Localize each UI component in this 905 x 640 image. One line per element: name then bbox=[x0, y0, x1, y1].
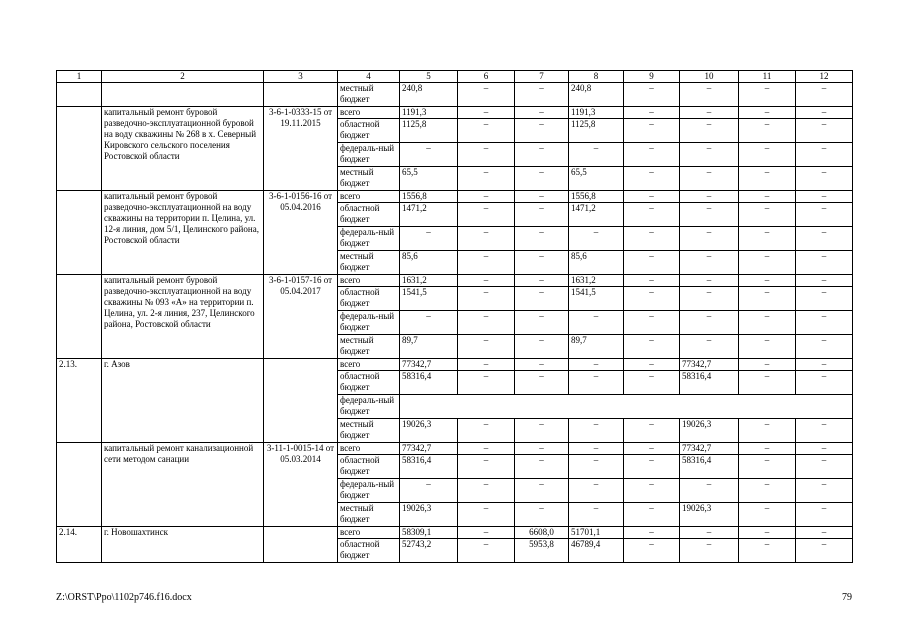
section-number: 2.14. bbox=[57, 527, 102, 563]
dash-cell: – bbox=[796, 227, 853, 251]
dash-cell: – bbox=[796, 419, 853, 443]
dash-cell: – bbox=[624, 83, 680, 107]
object-doc: 3-11-1-0015-14 от 05.03.2014 bbox=[264, 443, 338, 527]
value-cell: 46789,4 bbox=[569, 539, 624, 563]
dash-cell: – bbox=[739, 83, 796, 107]
dash-cell: – bbox=[624, 443, 680, 455]
funding-source-label: всего bbox=[338, 191, 400, 203]
table-row bbox=[57, 191, 853, 203]
object-doc: 3-6-1-0333-15 от 19.11.2015 bbox=[264, 107, 338, 191]
dash-cell: – bbox=[739, 539, 796, 563]
dash-cell: – bbox=[796, 83, 853, 107]
dash-cell: – bbox=[796, 275, 853, 287]
value-cell: 1556,8 bbox=[400, 191, 458, 203]
value-cell: 89,7 bbox=[400, 335, 458, 359]
dash-cell: – bbox=[515, 419, 569, 443]
table-row bbox=[57, 83, 853, 107]
object-name: капитальный ремонт буровой разведочно-эксплуатационной на воду скважины на территории п. Целина, ул. 12-я линия, дом 5/1, Целинского района, Ростовской области bbox=[102, 191, 264, 275]
dash-cell: – bbox=[624, 167, 680, 191]
col-header: 6 bbox=[458, 71, 515, 83]
dash-cell: – bbox=[796, 143, 853, 167]
dash-cell: – bbox=[739, 119, 796, 143]
dash-cell: – bbox=[515, 503, 569, 527]
dash-cell: – bbox=[458, 143, 515, 167]
dash-cell: – bbox=[458, 107, 515, 119]
value-cell: 19026,3 bbox=[680, 503, 739, 527]
funding-source-label: всего bbox=[338, 527, 400, 539]
dash-cell: – bbox=[400, 143, 458, 167]
section-name: г. Новошахтинск bbox=[102, 527, 264, 563]
dash-cell: – bbox=[515, 275, 569, 287]
dash-cell: – bbox=[458, 167, 515, 191]
section-name: г. Азов bbox=[102, 359, 264, 443]
value-cell: 58309,1 bbox=[400, 527, 458, 539]
dash-cell: – bbox=[680, 143, 739, 167]
col-header: 12 bbox=[796, 71, 853, 83]
col-header: 5 bbox=[400, 71, 458, 83]
col-header: 8 bbox=[569, 71, 624, 83]
dash-cell: – bbox=[796, 455, 853, 479]
funding-source-label: местный бюджет bbox=[338, 167, 400, 191]
dash-cell: – bbox=[458, 527, 515, 539]
dash-cell: – bbox=[458, 251, 515, 275]
dash-cell: – bbox=[680, 191, 739, 203]
value-cell: 77342,7 bbox=[680, 359, 739, 371]
table-row bbox=[57, 359, 853, 371]
dash-cell: – bbox=[739, 419, 796, 443]
dash-cell: – bbox=[624, 107, 680, 119]
dash-cell: – bbox=[624, 359, 680, 371]
funding-source-label: федераль-ный бюджет bbox=[338, 479, 400, 503]
value-cell: 1541,5 bbox=[569, 287, 624, 311]
col-header: 10 bbox=[680, 71, 739, 83]
dash-cell: – bbox=[739, 335, 796, 359]
dash-cell: – bbox=[739, 359, 796, 371]
dash-cell: – bbox=[569, 359, 624, 371]
funding-source-label: местный бюджет bbox=[338, 83, 400, 107]
dash-cell: – bbox=[796, 203, 853, 227]
value-cell: 58316,4 bbox=[400, 371, 458, 395]
funding-source-label: местный бюджет bbox=[338, 335, 400, 359]
value-cell: 1631,2 bbox=[400, 275, 458, 287]
dash-cell: – bbox=[739, 191, 796, 203]
value-cell: 240,8 bbox=[400, 83, 458, 107]
dash-cell: – bbox=[624, 311, 680, 335]
dash-cell: – bbox=[458, 335, 515, 359]
funding-source-label: федераль-ный бюджет bbox=[338, 311, 400, 335]
dash-cell: – bbox=[739, 275, 796, 287]
dash-cell: – bbox=[458, 311, 515, 335]
value-cell: 6608,0 bbox=[515, 527, 569, 539]
funding-source-label: областной бюджет bbox=[338, 371, 400, 395]
value-cell: 19026,3 bbox=[680, 419, 739, 443]
col-header: 3 bbox=[264, 71, 338, 83]
dash-cell: – bbox=[515, 143, 569, 167]
col-header: 11 bbox=[739, 71, 796, 83]
value-cell: 1125,8 bbox=[569, 119, 624, 143]
col-header: 7 bbox=[515, 71, 569, 83]
dash-cell: – bbox=[515, 167, 569, 191]
col-header: 9 bbox=[624, 71, 680, 83]
funding-source-label: местный бюджет bbox=[338, 251, 400, 275]
dash-cell: – bbox=[739, 251, 796, 275]
col-header: 4 bbox=[338, 71, 400, 83]
dash-cell: – bbox=[458, 419, 515, 443]
dash-cell: – bbox=[624, 275, 680, 287]
dash-cell: – bbox=[515, 359, 569, 371]
dash-cell: – bbox=[680, 251, 739, 275]
dash-cell: – bbox=[458, 443, 515, 455]
dash-cell: – bbox=[569, 143, 624, 167]
dash-cell: – bbox=[569, 479, 624, 503]
dash-cell: – bbox=[739, 311, 796, 335]
dash-cell: – bbox=[680, 479, 739, 503]
dash-cell: – bbox=[515, 371, 569, 395]
dash-cell: – bbox=[796, 287, 853, 311]
dash-cell: – bbox=[515, 311, 569, 335]
value-cell: 52743,2 bbox=[400, 539, 458, 563]
dash-cell: – bbox=[624, 455, 680, 479]
dash-cell: – bbox=[515, 455, 569, 479]
object-name: капитальный ремонт канализационной сети методом санации bbox=[102, 443, 264, 527]
dash-cell: – bbox=[739, 203, 796, 227]
dash-cell: – bbox=[569, 371, 624, 395]
dash-cell: – bbox=[624, 419, 680, 443]
dash-cell: – bbox=[739, 107, 796, 119]
dash-cell: – bbox=[796, 191, 853, 203]
funding-source-label: федераль-ный бюджет bbox=[338, 227, 400, 251]
dash-cell: – bbox=[624, 335, 680, 359]
dash-cell: – bbox=[680, 107, 739, 119]
empty-merged-cell bbox=[400, 395, 853, 419]
table-row bbox=[57, 527, 853, 539]
funding-source-label: федераль-ный бюджет bbox=[338, 143, 400, 167]
dash-cell: – bbox=[515, 227, 569, 251]
funding-source-label: областной бюджет bbox=[338, 539, 400, 563]
dash-cell: – bbox=[680, 539, 739, 563]
dash-cell: – bbox=[796, 443, 853, 455]
dash-cell: – bbox=[515, 119, 569, 143]
dash-cell: – bbox=[624, 371, 680, 395]
value-cell: 65,5 bbox=[400, 167, 458, 191]
dash-cell: – bbox=[458, 203, 515, 227]
dash-cell: – bbox=[624, 287, 680, 311]
value-cell: 1631,2 bbox=[569, 275, 624, 287]
dash-cell: – bbox=[796, 503, 853, 527]
dash-cell: – bbox=[624, 479, 680, 503]
table-row bbox=[57, 107, 853, 119]
value-cell: 77342,7 bbox=[680, 443, 739, 455]
dash-cell: – bbox=[458, 539, 515, 563]
dash-cell: – bbox=[680, 287, 739, 311]
object-name: капитальный ремонт буровой разведочно-эксплуатационной буровой на воду скважины № 268 в х. Северный Кировского сельского поселения Ростовской области bbox=[102, 107, 264, 191]
dash-cell: – bbox=[796, 119, 853, 143]
dash-cell: – bbox=[569, 455, 624, 479]
dash-cell: – bbox=[680, 311, 739, 335]
dash-cell: – bbox=[515, 479, 569, 503]
value-cell: 85,6 bbox=[569, 251, 624, 275]
page-number: 79 bbox=[842, 592, 852, 603]
dash-cell: – bbox=[624, 203, 680, 227]
value-cell: 1125,8 bbox=[400, 119, 458, 143]
dash-cell: – bbox=[739, 371, 796, 395]
value-cell: 89,7 bbox=[569, 335, 624, 359]
dash-cell: – bbox=[458, 287, 515, 311]
funding-source-label: областной бюджет bbox=[338, 287, 400, 311]
dash-cell: – bbox=[624, 527, 680, 539]
dash-cell: – bbox=[739, 455, 796, 479]
col-header: 1 bbox=[57, 71, 102, 83]
dash-cell: – bbox=[680, 119, 739, 143]
dash-cell: – bbox=[515, 251, 569, 275]
dash-cell: – bbox=[680, 335, 739, 359]
dash-cell: – bbox=[739, 143, 796, 167]
funding-source-label: областной бюджет bbox=[338, 119, 400, 143]
dash-cell: – bbox=[624, 251, 680, 275]
funding-source-label: областной бюджет bbox=[338, 203, 400, 227]
value-cell: 19026,3 bbox=[400, 419, 458, 443]
dash-cell: – bbox=[796, 311, 853, 335]
dash-cell: – bbox=[515, 203, 569, 227]
col-header: 2 bbox=[102, 71, 264, 83]
dash-cell: – bbox=[796, 371, 853, 395]
value-cell: 65,5 bbox=[569, 167, 624, 191]
dash-cell: – bbox=[458, 359, 515, 371]
dash-cell: – bbox=[739, 479, 796, 503]
dash-cell: – bbox=[624, 143, 680, 167]
dash-cell: – bbox=[458, 83, 515, 107]
dash-cell: – bbox=[624, 539, 680, 563]
value-cell: 1191,3 bbox=[400, 107, 458, 119]
value-cell: 1471,2 bbox=[569, 203, 624, 227]
funding-source-label: всего bbox=[338, 275, 400, 287]
object-name: капитальный ремонт буровой разведочно-эксплуатационной на воду скважины № 093 «А» на территории п. Целина, ул. 2-я линия, 237, Целинского района, Ростовской области bbox=[102, 275, 264, 359]
dash-cell: – bbox=[400, 479, 458, 503]
object-doc: 3-6-1-0157-16 от 05.04.2017 bbox=[264, 275, 338, 359]
funding-source-label: областной бюджет bbox=[338, 455, 400, 479]
dash-cell: – bbox=[739, 527, 796, 539]
dash-cell: – bbox=[739, 503, 796, 527]
dash-cell: – bbox=[515, 287, 569, 311]
value-cell: 58316,4 bbox=[680, 371, 739, 395]
funding-source-label: федераль-ный бюджет bbox=[338, 395, 400, 419]
dash-cell: – bbox=[400, 227, 458, 251]
dash-cell: – bbox=[458, 275, 515, 287]
table-row bbox=[57, 275, 853, 287]
value-cell: 85,6 bbox=[400, 251, 458, 275]
dash-cell: – bbox=[680, 227, 739, 251]
dash-cell: – bbox=[796, 479, 853, 503]
value-cell: 77342,7 bbox=[400, 443, 458, 455]
dash-cell: – bbox=[739, 287, 796, 311]
funding-source-label: всего bbox=[338, 443, 400, 455]
dash-cell: – bbox=[515, 83, 569, 107]
footer-file-path: Z:\ORST\Ppo\1102p746.f16.docx bbox=[56, 592, 192, 603]
funding-source-label: всего bbox=[338, 359, 400, 371]
value-cell: 1541,5 bbox=[400, 287, 458, 311]
dash-cell: – bbox=[458, 227, 515, 251]
table-row bbox=[57, 443, 853, 455]
dash-cell: – bbox=[796, 539, 853, 563]
dash-cell: – bbox=[569, 419, 624, 443]
value-cell: 5953,8 bbox=[515, 539, 569, 563]
dash-cell: – bbox=[515, 191, 569, 203]
section-number: 2.13. bbox=[57, 359, 102, 443]
dash-cell: – bbox=[680, 203, 739, 227]
dash-cell: – bbox=[458, 371, 515, 395]
value-cell: 1471,2 bbox=[400, 203, 458, 227]
dash-cell: – bbox=[796, 335, 853, 359]
dash-cell: – bbox=[739, 443, 796, 455]
dash-cell: – bbox=[515, 443, 569, 455]
dash-cell: – bbox=[569, 311, 624, 335]
dash-cell: – bbox=[680, 275, 739, 287]
dash-cell: – bbox=[624, 191, 680, 203]
value-cell: 1556,8 bbox=[569, 191, 624, 203]
dash-cell: – bbox=[569, 443, 624, 455]
dash-cell: – bbox=[458, 119, 515, 143]
value-cell: 77342,7 bbox=[400, 359, 458, 371]
funding-source-label: местный бюджет bbox=[338, 419, 400, 443]
value-cell: 58316,4 bbox=[680, 455, 739, 479]
dash-cell: – bbox=[796, 527, 853, 539]
dash-cell: – bbox=[458, 191, 515, 203]
dash-cell: – bbox=[680, 167, 739, 191]
funding-source-label: всего bbox=[338, 107, 400, 119]
column-number-row bbox=[57, 71, 853, 83]
dash-cell: – bbox=[796, 167, 853, 191]
dash-cell: – bbox=[624, 227, 680, 251]
dash-cell: – bbox=[680, 527, 739, 539]
dash-cell: – bbox=[569, 227, 624, 251]
object-doc: 3-6-1-0156-16 от 05.04.2016 bbox=[264, 191, 338, 275]
dash-cell: – bbox=[458, 479, 515, 503]
dash-cell: – bbox=[458, 503, 515, 527]
dash-cell: – bbox=[458, 455, 515, 479]
value-cell: 51701,1 bbox=[569, 527, 624, 539]
value-cell: 58316,4 bbox=[400, 455, 458, 479]
dash-cell: – bbox=[796, 251, 853, 275]
dash-cell: – bbox=[515, 107, 569, 119]
dash-cell: – bbox=[624, 119, 680, 143]
budget-table bbox=[56, 70, 853, 563]
dash-cell: – bbox=[569, 503, 624, 527]
dash-cell: – bbox=[680, 83, 739, 107]
value-cell: 19026,3 bbox=[400, 503, 458, 527]
dash-cell: – bbox=[739, 227, 796, 251]
dash-cell: – bbox=[515, 335, 569, 359]
dash-cell: – bbox=[624, 503, 680, 527]
dash-cell: – bbox=[796, 107, 853, 119]
dash-cell: – bbox=[796, 359, 853, 371]
dash-cell: – bbox=[400, 311, 458, 335]
dash-cell: – bbox=[739, 167, 796, 191]
funding-source-label: местный бюджет bbox=[338, 503, 400, 527]
value-cell: 240,8 bbox=[569, 83, 624, 107]
value-cell: 1191,3 bbox=[569, 107, 624, 119]
